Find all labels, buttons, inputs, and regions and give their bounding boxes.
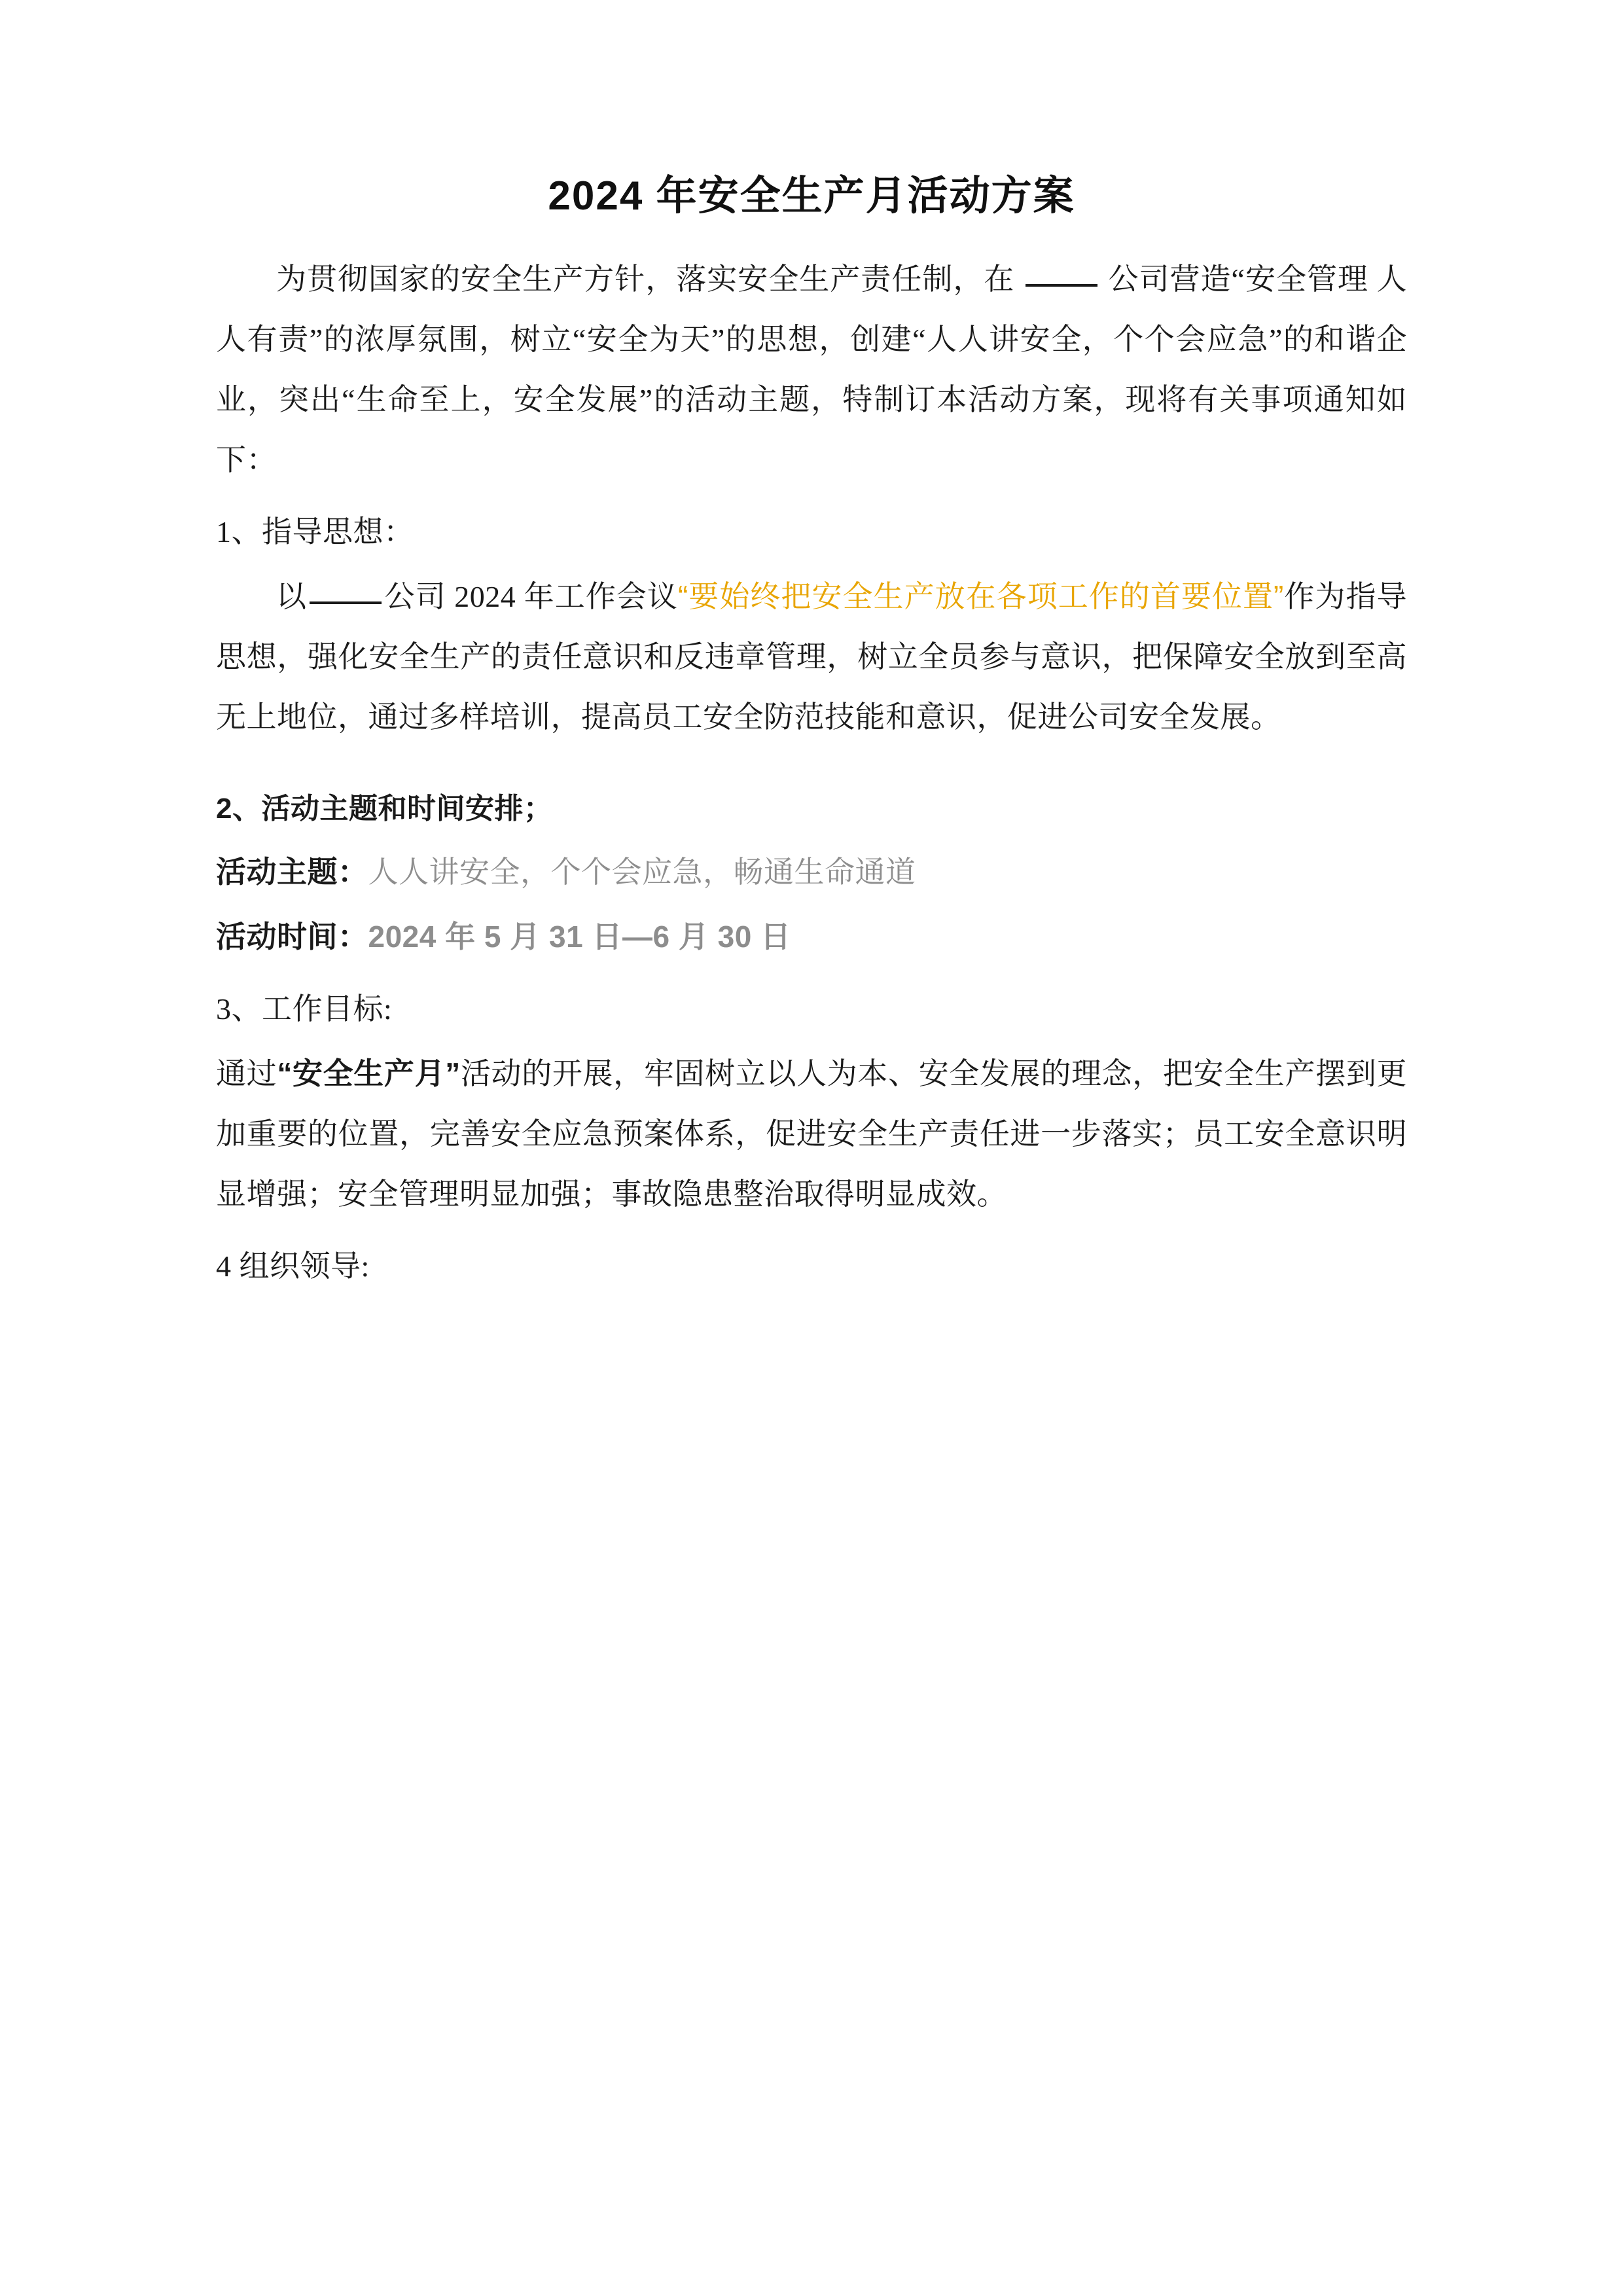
section-3-body-pre: 通过 (216, 1056, 277, 1090)
activity-time-label: 活动时间： (216, 919, 368, 954)
activity-theme-row (216, 842, 1407, 903)
intro-blank-fill (1026, 284, 1097, 287)
intro-paragraph (216, 249, 1407, 490)
section-3-body (216, 1043, 1407, 1225)
activity-time-value: 2024 年 5 月 31 日—6 月 30 日 (368, 919, 791, 954)
page-title: 2024 年安全生产月活动方案 (548, 173, 1075, 219)
section-4-heading: 4 组织领导: (216, 1249, 370, 1283)
section-2-heading: 2、活动主题和时间安排； (216, 792, 553, 825)
intro-part1: 为贯彻国家的安全生产方针，落实安全生产责任制，在 (276, 262, 1015, 296)
section-1-body (216, 566, 1407, 747)
section-3-heading: 3、工作目标: (216, 992, 393, 1026)
section-1-body-mid: 公司 2024 年工作会议 (384, 579, 678, 613)
section-1-blank-fill (310, 601, 382, 604)
activity-time-row (216, 906, 1407, 967)
activity-theme-label: 活动主题： (216, 854, 368, 889)
section-1-heading: 1、指导思想： (216, 514, 414, 548)
intro-part2: 公司营造“安全管理 人人有责”的浓厚氛围，树立“安全为天”的思想，创建“人人讲安全，个个会应急”的和谐企业，突出“生命至上，安全发展”的活动主题，特制订本活动方案，现将有关事项通知如下： (216, 262, 1408, 476)
section-1-highlight: “要始终把安全生产放在各项工作的首要位置” (677, 579, 1284, 613)
section-1-body-pre: 以 (276, 579, 308, 613)
section-3-body-post: 活动的开展，牢固树立以人为本、安全发展的理念，把安全生产摆到更加重要的位置，完善安全应急预案体系，促进安全生产责任进一步落实；员工安全意识明显增强；安全管理明显加强；事故隐患整治取得明显成效。 (216, 1056, 1408, 1211)
spacer (216, 751, 1407, 768)
section-1-body-post: 作为指导思想，强化安全生产的责任意识和反违章管理，树立全员参与意识，把保障安全放到至高无上地位，通过多样培训，提高员工安全防范技能和意识，促进公司安全发展。 (216, 579, 1408, 734)
activity-theme-value: 人人讲安全，个个会应急，畅通生命通道 (368, 855, 916, 889)
section-3-quoted-term: “安全生产月” (277, 1056, 461, 1090)
